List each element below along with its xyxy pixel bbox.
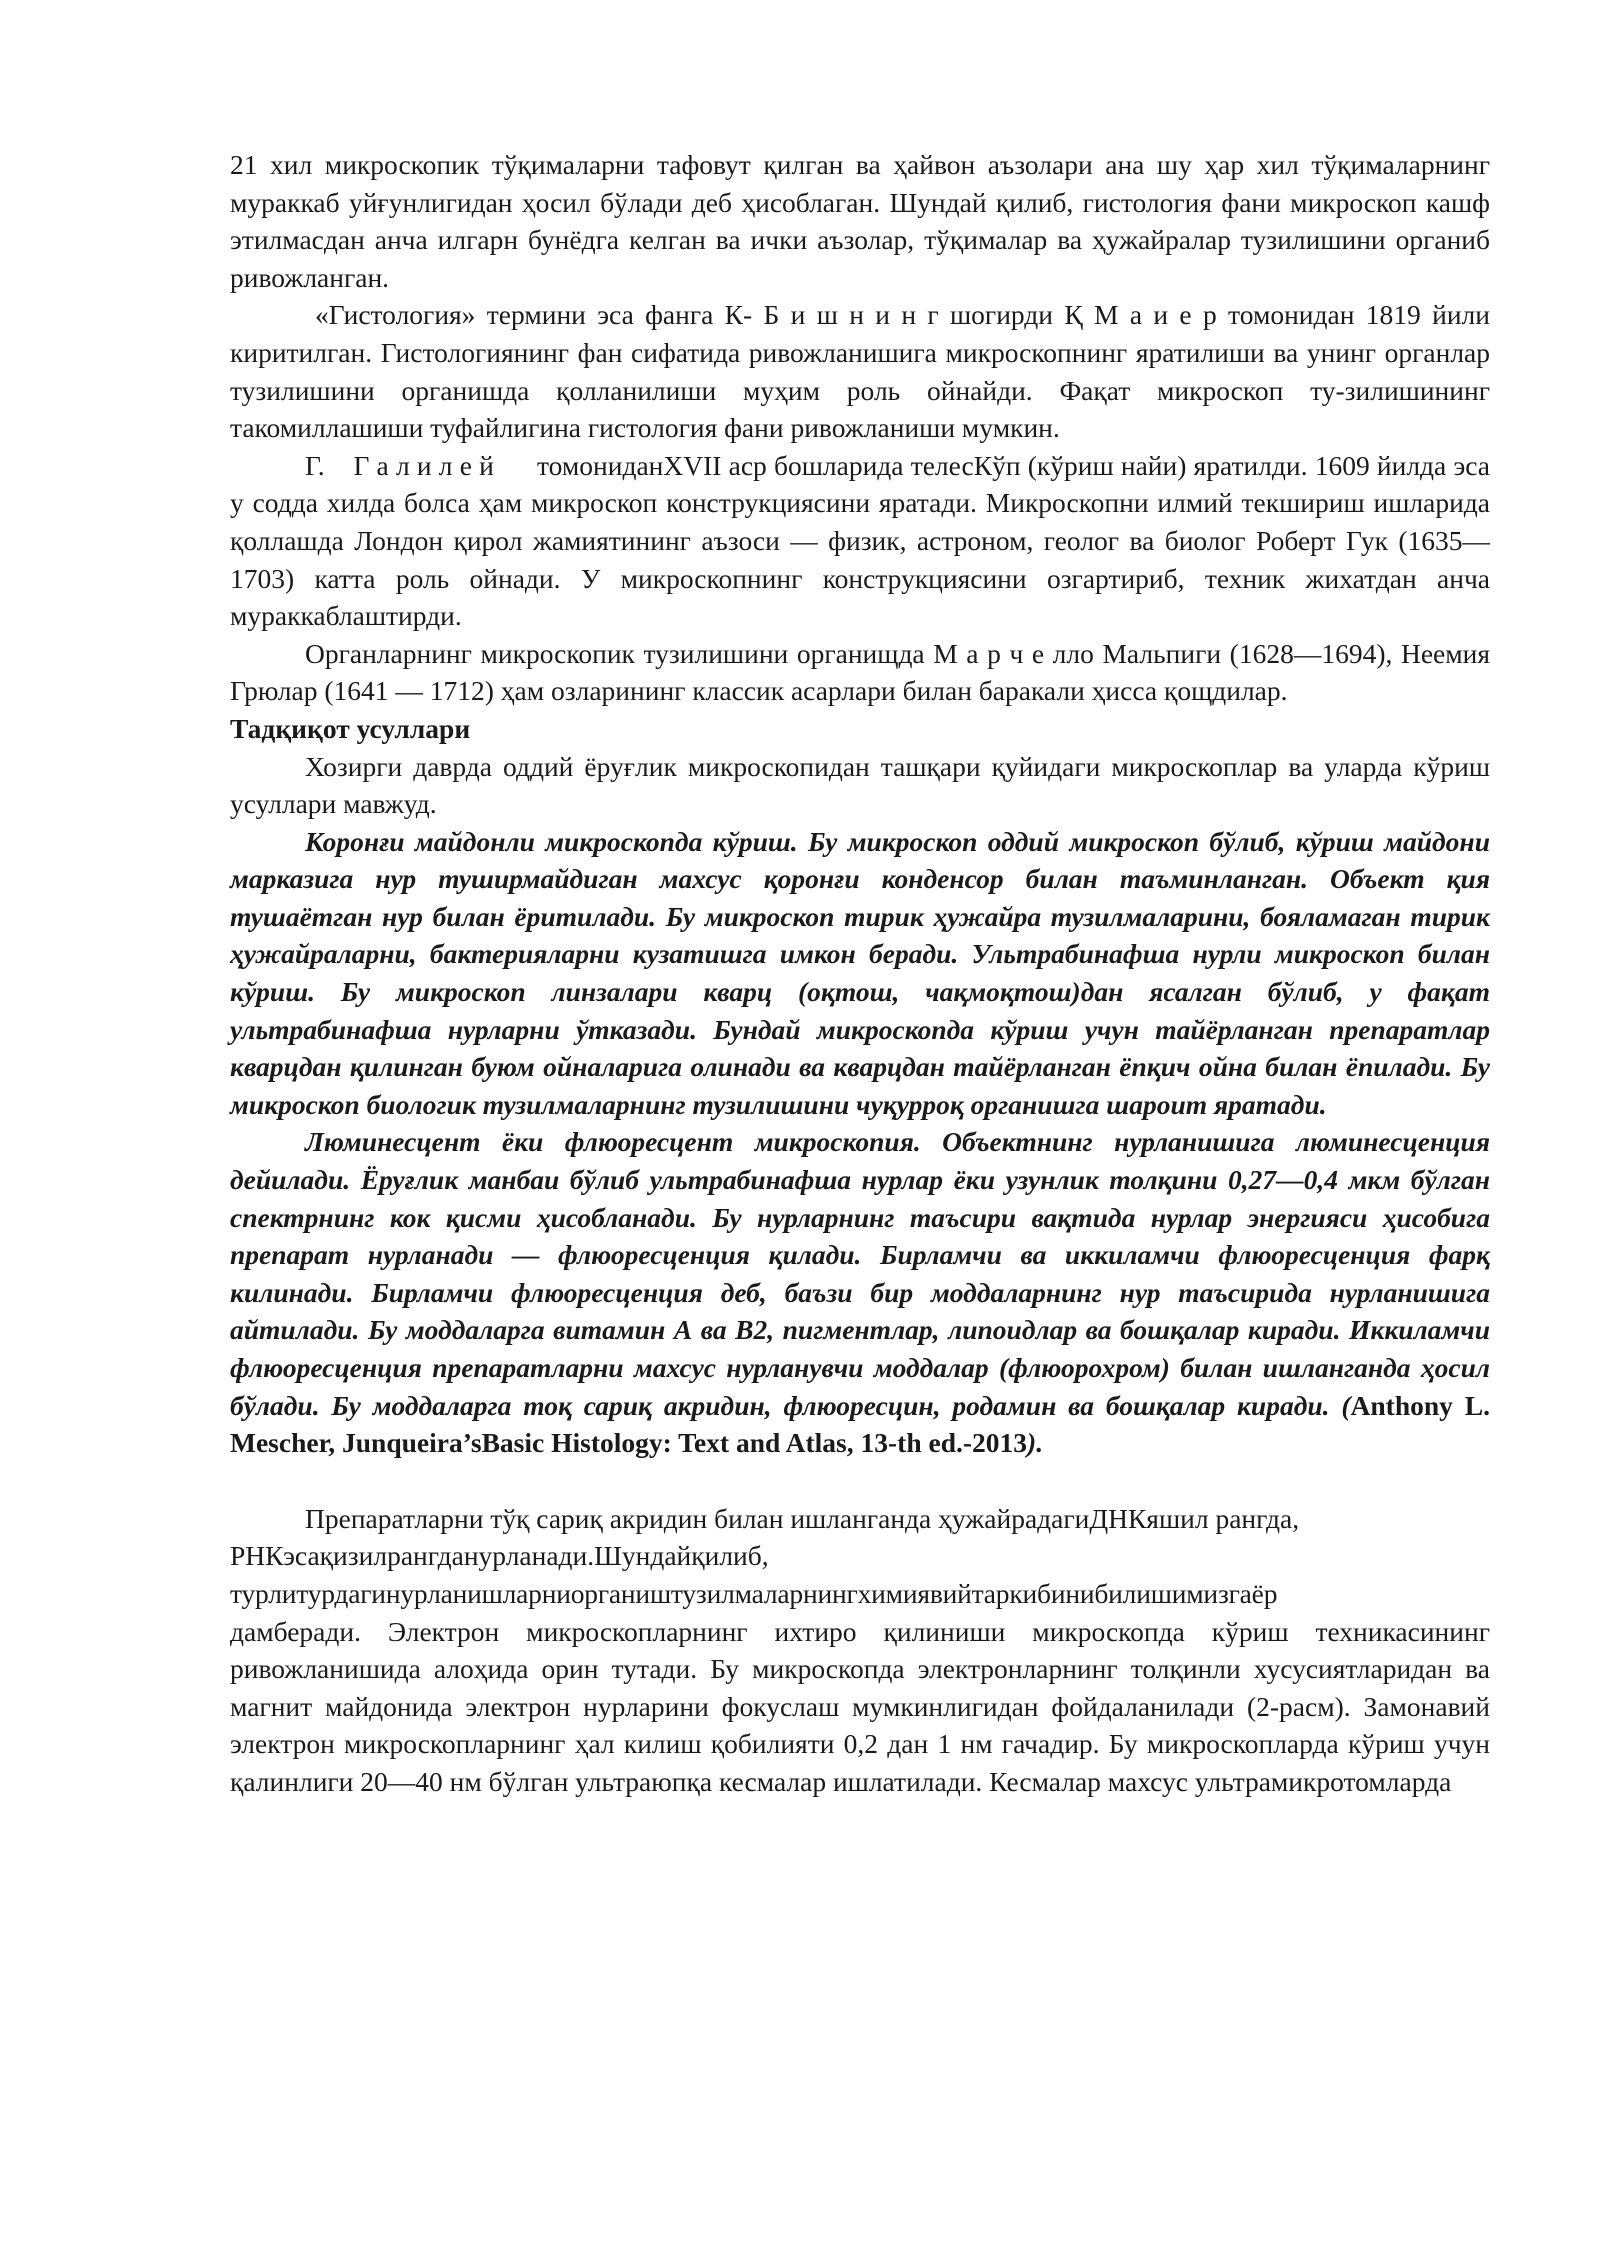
paragraph-3: Г. Г а л и л е й томониданXVII аср бошларида телесКўп (кўриш найи) яратилди. 1609 йилда эса у содда хилда болса ҳам микроскоп конструкциясини яратади. Микроскопни илмий текшириш ишларида қоллашда Лондон қирол жамиятининг аъзоси — физик, астроном, геолог ва биолог Роберт Гук (1635—1703) катта роль ойнади. У микроскопнинг конструкциясини озгартириб, техник жихатдан анча мураккаблаштирди. xyxy=(230,449,1497,632)
paragraph-2: «Гистология» термини эса фанга К- Б и ш н и н г шогирди Қ М а и е р томонидан 1819 йили киритилган. Гистологиянинг фан сифатида ривожланишига микроскопнинг яратилиши ва унинг органлар тузилишини органишда қолланилиши муҳим роль ойнайди. Фақат микроскоп ту-зилишининг такомиллашиши туфайлигина гистология фани ривожланиши мумкин. xyxy=(230,299,1490,444)
paragraph-4: Органларнинг микроскопик тузилишини органищда М а р ч е лло Мальпиги (1628—1694), Неемия Грюлар (1641 — 1712) ҳам озларининг классик асарлари билан баракали ҳисса қощдилар. xyxy=(230,637,1490,707)
paragraph-7 xyxy=(230,1123,1490,1461)
paragraph-1: 21 хил микроскопик тўқималарни тафовут қилган ва ҳайвон аъзолари ана шу ҳар хил тўқималарнинг мураккаб уйғунлигидан ҳосил бўлади деб ҳисоблаган. Шундай қилиб, гистология фани микроскоп кашф этилмасдан анча илгарн бунёдга келган ва ички аъзолар, тўқималар ва ҳужайралар тузилишини органиб ривожланган. xyxy=(230,149,1490,293)
paragraph-8-line-2: РНКэсақизилрангданурланади.Шундайқилиб, xyxy=(230,1540,769,1572)
paragraph-5: Хозирги даврда оддий ёруғлик микроскопидан ташқари қуйидаги микроскоплар ва уларда кўриш усуллари мавжуд. xyxy=(230,750,1490,820)
paragraph-gap xyxy=(230,1462,1490,1500)
paragraph-7-text: Люминесцент ёки флюоресцент микроскопия. Объектнинг нурланишига люминесценция дейилади. Ёруғлик манбаи бўлиб ультрабинафша нурлар ёки узунлик толқини 0,27—0,4 мкм бўлган спектрнинг кок қисми ҳисобланади. Бу нурларнинг таъсири вақтида нурлар энергияси ҳисобига препарат нурланади — флюоресценция қилади. Бирламчи ва иккиламчи флюоресценция фарқ килинади. Бирламчи флюоресценция деб, баъзи бир моддаларнинг нур таъсирида нурланишига айтилади. Бу моддаларга витамин А ва В2, пигментлар, липоидлар ва бошқалар киради. Иккиламчи флюоресценция препаратларни махсус нурланувчи моддалар (флюорохром) билан ишланганда ҳосил бўлади. Бу моддаларга тоқ сариқ акридин, флюоресцин, родамин ва бошқалар киради. ( xyxy=(230,1126,1490,1421)
reference-citation: Anthony L. Mescher, Junqueira’sBasic Histology: Text and Atlas, 13-th ed.-2013 xyxy=(230,1389,1490,1459)
paragraph-8-rest: дамберади. Электрон микроскопларнинг ихтиро қилиниши микроскопда кўриш техникасининг ривожланишида алоҳида орин тутади. Бу микроскопда электронларнинг толқинли хусусиятларидан ва магнит майдонида электрон нурларини фокуслаш мумкинлигидан фойдаланилади (2-расм). Замонавий электрон микроскопларнинг ҳал килиш қобилияти 0,2 дан 1 нм гачадир. Бу микроскопларда кўриш учун қалинлиги 20—40 нм бўлган ультраюпқа кесмалар ишлатилади. Кесмалар махсус ультрамикротомларда xyxy=(230,1615,1490,1797)
section-heading: Тадқиқот усуллари xyxy=(230,712,471,744)
paragraph-8-line-3: турлитурдагинурланишларниоргаништузилмаларнингхимиявийтаркибинибилишимизгаёр xyxy=(230,1577,1278,1609)
paragraph-6: Коронғи майдонли микроскопда кўриш. Бу микроскоп оддий микроскоп бўлиб, кўриш майдони марказига нур туширмайдиган махсус қоронғи конденсор билан таъминланган. Объект қия тушаётган нур билан ёритилади. Бу микроскоп тирик ҳужайра тузилмаларини, бояламаган тирик ҳужайраларни, бактерияларни кузатишга имкон беради. Ультрабинафша нурли микроскоп билан кўриш. Бу микроскоп линзалари кварц (оқтош, чақмоқтош)дан ясалган бўлиб, у фақат ультрабинафша нурларни ўтказади. Бундай микроскопда кўриш учун тайёрланган препаратлар кварцдан қилинган буюм ойналарига олинади ва кварцдан тайёрланган ёпқич ойна билан ёпилади. Бу микроскоп биологик тузилмаларнинг тузилишини чуқурроқ органишга шароит яратади. xyxy=(230,825,1490,1120)
document-page xyxy=(230,146,1497,1801)
paragraph-8-line-1: Препаратларни тўқ сариқ акридин билан ишланганда ҳужайрадагиДНКяшил рангда, xyxy=(305,1502,1300,1534)
paragraph-7-end: ). xyxy=(1027,1427,1044,1459)
